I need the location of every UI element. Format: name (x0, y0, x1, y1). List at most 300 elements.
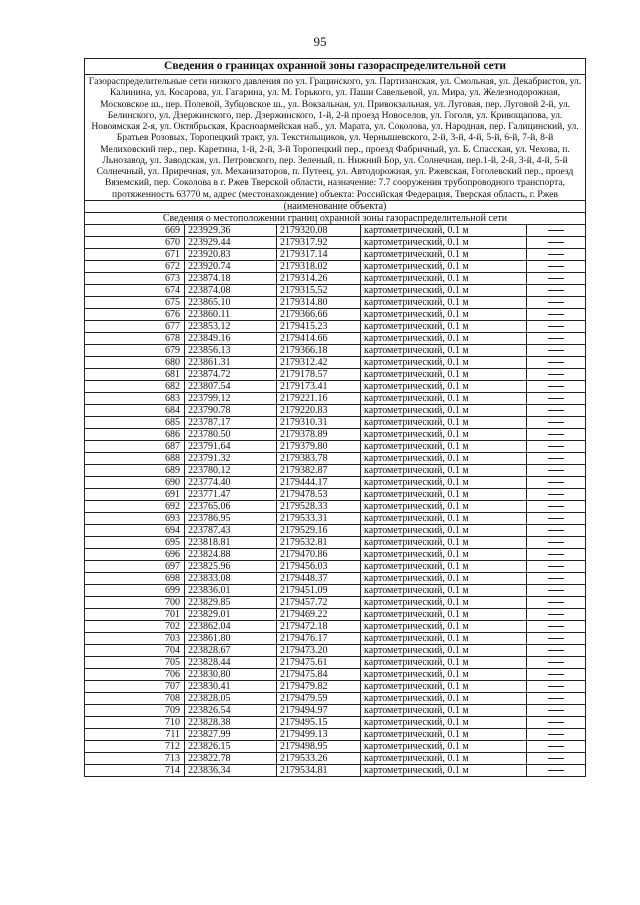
coord-x-cell: 223822.78 (185, 752, 277, 764)
boundary-table (84, 58, 586, 777)
table-row (85, 296, 586, 308)
dash-cell (527, 536, 586, 548)
point-number-cell: 695 (85, 536, 185, 548)
dash-icon (548, 686, 564, 687)
dash-icon (548, 602, 564, 603)
method-cell: картометрический, 0.1 м (361, 284, 527, 296)
coord-y-cell: 2179379.80 (277, 440, 361, 452)
dash-icon (548, 350, 564, 351)
point-number-cell: 714 (85, 764, 185, 776)
table-row (85, 320, 586, 332)
table-row (85, 500, 586, 512)
method-cell: картометрический, 0.1 м (361, 764, 527, 776)
coord-x-cell: 223780.50 (185, 428, 277, 440)
coord-x-cell: 223861.31 (185, 356, 277, 368)
object-caption: (наименование объекта) (85, 200, 586, 212)
coord-y-cell: 2179457.72 (277, 596, 361, 608)
table-row (85, 656, 586, 668)
coord-x-cell: 223853.12 (185, 320, 277, 332)
dash-cell (527, 440, 586, 452)
coord-y-cell: 2179456.03 (277, 560, 361, 572)
point-number-cell: 710 (85, 716, 185, 728)
method-cell: картометрический, 0.1 м (361, 272, 527, 284)
coord-y-cell: 2179312.42 (277, 356, 361, 368)
dash-cell (527, 680, 586, 692)
method-cell: картометрический, 0.1 м (361, 728, 527, 740)
table-row (85, 416, 586, 428)
dash-cell (527, 608, 586, 620)
caption-row (85, 200, 586, 212)
point-number-cell: 700 (85, 596, 185, 608)
point-number-cell: 682 (85, 380, 185, 392)
table-row (85, 488, 586, 500)
coord-y-cell: 2179317.92 (277, 236, 361, 248)
coord-x-cell: 223829.85 (185, 596, 277, 608)
dash-cell (527, 332, 586, 344)
dash-icon (548, 242, 564, 243)
coord-y-cell: 2179310.31 (277, 416, 361, 428)
dash-cell (527, 584, 586, 596)
table-row (85, 308, 586, 320)
table-row (85, 464, 586, 476)
dash-cell (527, 560, 586, 572)
table-row (85, 404, 586, 416)
coord-y-cell: 2179366.66 (277, 308, 361, 320)
table-row (85, 644, 586, 656)
dash-cell (527, 320, 586, 332)
coord-x-cell: 223826.15 (185, 740, 277, 752)
coord-y-cell: 2179533.31 (277, 512, 361, 524)
point-number-cell: 706 (85, 668, 185, 680)
method-cell: картометрический, 0.1 м (361, 236, 527, 248)
coord-x-cell: 223874.08 (185, 284, 277, 296)
dash-icon (548, 434, 564, 435)
coord-y-cell: 2179415.23 (277, 320, 361, 332)
point-number-cell: 676 (85, 308, 185, 320)
dash-icon (548, 710, 564, 711)
coord-y-cell: 2179533.26 (277, 752, 361, 764)
table-row (85, 572, 586, 584)
table-row (85, 704, 586, 716)
coord-x-cell: 223833.08 (185, 572, 277, 584)
point-number-cell: 684 (85, 404, 185, 416)
point-number-cell: 704 (85, 644, 185, 656)
coord-x-cell: 223920.83 (185, 248, 277, 260)
dash-cell (527, 344, 586, 356)
coord-y-cell: 2179382.87 (277, 464, 361, 476)
document-title: Сведения о границах охранной зоны газораспределительной сети (85, 59, 586, 75)
table-row (85, 728, 586, 740)
coord-y-cell: 2179478.53 (277, 488, 361, 500)
method-cell: картометрический, 0.1 м (361, 644, 527, 656)
coord-y-cell: 2179220.83 (277, 404, 361, 416)
coord-x-cell: 223874.72 (185, 368, 277, 380)
coord-x-cell: 223828.38 (185, 716, 277, 728)
description-row (85, 75, 586, 201)
method-cell: картометрический, 0.1 м (361, 572, 527, 584)
point-number-cell: 677 (85, 320, 185, 332)
dash-icon (548, 302, 564, 303)
coord-x-cell: 223807.54 (185, 380, 277, 392)
point-number-cell: 680 (85, 356, 185, 368)
coord-y-cell: 2179475.84 (277, 668, 361, 680)
title-row (85, 59, 586, 75)
coord-x-cell: 223860.11 (185, 308, 277, 320)
table-row (85, 560, 586, 572)
coord-x-cell: 223826.54 (185, 704, 277, 716)
dash-icon (548, 566, 564, 567)
table-row (85, 332, 586, 344)
method-cell: картометрический, 0.1 м (361, 440, 527, 452)
table-row (85, 356, 586, 368)
coord-y-cell: 2179469.22 (277, 608, 361, 620)
dash-icon (548, 386, 564, 387)
dash-icon (548, 698, 564, 699)
dash-icon (548, 662, 564, 663)
table-row (85, 284, 586, 296)
point-number-cell: 705 (85, 656, 185, 668)
dash-cell (527, 308, 586, 320)
dash-icon (548, 254, 564, 255)
table-row (85, 452, 586, 464)
table-row (85, 428, 586, 440)
dash-cell (527, 260, 586, 272)
dash-cell (527, 620, 586, 632)
coord-x-cell: 223787.43 (185, 524, 277, 536)
table-row (85, 368, 586, 380)
dash-icon (548, 506, 564, 507)
point-number-cell: 686 (85, 428, 185, 440)
coord-x-cell: 223824.88 (185, 548, 277, 560)
point-number-cell: 699 (85, 584, 185, 596)
dash-cell (527, 644, 586, 656)
dash-cell (527, 716, 586, 728)
point-number-cell: 709 (85, 704, 185, 716)
table-row (85, 392, 586, 404)
coord-x-cell: 223856.13 (185, 344, 277, 356)
method-cell: картометрический, 0.1 м (361, 248, 527, 260)
table-row (85, 632, 586, 644)
coord-y-cell: 2179315.52 (277, 284, 361, 296)
point-number-cell: 712 (85, 740, 185, 752)
dash-cell (527, 668, 586, 680)
point-number-cell: 692 (85, 500, 185, 512)
dash-cell (527, 524, 586, 536)
point-number-cell: 696 (85, 548, 185, 560)
method-cell: картометрический, 0.1 м (361, 260, 527, 272)
point-number-cell: 708 (85, 692, 185, 704)
dash-icon (548, 422, 564, 423)
coord-x-cell: 223828.67 (185, 644, 277, 656)
coord-y-cell: 2179221.16 (277, 392, 361, 404)
dash-icon (548, 674, 564, 675)
method-cell: картометрический, 0.1 м (361, 356, 527, 368)
method-cell: картометрический, 0.1 м (361, 536, 527, 548)
dash-icon (548, 542, 564, 543)
method-cell: картометрический, 0.1 м (361, 416, 527, 428)
table-row (85, 668, 586, 680)
point-number-cell: 707 (85, 680, 185, 692)
dash-icon (548, 746, 564, 747)
coord-y-cell: 2179314.26 (277, 272, 361, 284)
dash-icon (548, 554, 564, 555)
coord-y-cell: 2179534.81 (277, 764, 361, 776)
dash-cell (527, 692, 586, 704)
coord-x-cell: 223771.47 (185, 488, 277, 500)
coord-x-cell: 223829.01 (185, 608, 277, 620)
coord-x-cell: 223865.10 (185, 296, 277, 308)
method-cell: картометрический, 0.1 м (361, 524, 527, 536)
table-row (85, 224, 586, 236)
coord-x-cell: 223787.17 (185, 416, 277, 428)
table-row (85, 608, 586, 620)
method-cell: картометрический, 0.1 м (361, 452, 527, 464)
dash-cell (527, 248, 586, 260)
dash-cell (527, 656, 586, 668)
point-number-cell: 690 (85, 476, 185, 488)
point-number-cell: 685 (85, 416, 185, 428)
table-row (85, 248, 586, 260)
point-number-cell: 670 (85, 236, 185, 248)
coord-x-cell: 223828.05 (185, 692, 277, 704)
dash-cell (527, 380, 586, 392)
coord-y-cell: 2179314.80 (277, 296, 361, 308)
dash-cell (527, 488, 586, 500)
method-cell: картометрический, 0.1 м (361, 704, 527, 716)
coord-x-cell: 223861.80 (185, 632, 277, 644)
method-cell: картометрический, 0.1 м (361, 632, 527, 644)
dash-icon (548, 578, 564, 579)
dash-icon (548, 626, 564, 627)
dash-cell (527, 224, 586, 236)
table-row (85, 524, 586, 536)
point-number-cell: 711 (85, 728, 185, 740)
method-cell: картометрический, 0.1 м (361, 368, 527, 380)
dash-icon (548, 458, 564, 459)
dash-cell (527, 764, 586, 776)
method-cell: картометрический, 0.1 м (361, 428, 527, 440)
coord-x-cell: 223929.36 (185, 224, 277, 236)
section-row (85, 212, 586, 224)
table-row (85, 512, 586, 524)
dash-cell (527, 572, 586, 584)
dash-icon (548, 734, 564, 735)
dash-icon (548, 410, 564, 411)
page-number: 95 (313, 34, 327, 49)
dash-icon (548, 374, 564, 375)
method-cell: картометрический, 0.1 м (361, 548, 527, 560)
table-row (85, 620, 586, 632)
dash-cell (527, 752, 586, 764)
coord-y-cell: 2179383.78 (277, 452, 361, 464)
method-cell: картометрический, 0.1 м (361, 620, 527, 632)
dash-icon (548, 278, 564, 279)
coord-x-cell: 223830.41 (185, 680, 277, 692)
dash-icon (548, 230, 564, 231)
point-number-cell: 679 (85, 344, 185, 356)
point-number-cell: 702 (85, 620, 185, 632)
method-cell: картометрический, 0.1 м (361, 752, 527, 764)
dash-icon (548, 638, 564, 639)
point-number-cell: 678 (85, 332, 185, 344)
coord-x-cell: 223825.96 (185, 560, 277, 572)
point-number-cell: 698 (85, 572, 185, 584)
method-cell: картометрический, 0.1 м (361, 560, 527, 572)
coord-y-cell: 2179448.37 (277, 572, 361, 584)
coord-y-cell: 2179494.97 (277, 704, 361, 716)
method-cell: картометрический, 0.1 м (361, 740, 527, 752)
point-number-cell: 701 (85, 608, 185, 620)
dash-cell (527, 476, 586, 488)
table-row (85, 272, 586, 284)
dash-cell (527, 428, 586, 440)
method-cell: картометрический, 0.1 м (361, 380, 527, 392)
table-row (85, 716, 586, 728)
dash-icon (548, 722, 564, 723)
coord-y-cell: 2179472.18 (277, 620, 361, 632)
dash-icon (548, 518, 564, 519)
boundary-document (84, 58, 585, 777)
method-cell: картометрический, 0.1 м (361, 488, 527, 500)
point-number-cell: 672 (85, 260, 185, 272)
coord-y-cell: 2179498.95 (277, 740, 361, 752)
dash-cell (527, 296, 586, 308)
method-cell: картометрический, 0.1 м (361, 404, 527, 416)
dash-cell (527, 728, 586, 740)
table-row (85, 548, 586, 560)
dash-cell (527, 704, 586, 716)
dash-icon (548, 266, 564, 267)
table-row (85, 680, 586, 692)
coord-y-cell: 2179414.66 (277, 332, 361, 344)
table-row (85, 740, 586, 752)
point-number-cell: 673 (85, 272, 185, 284)
dash-cell (527, 404, 586, 416)
method-cell: картометрический, 0.1 м (361, 296, 527, 308)
coord-y-cell: 2179479.59 (277, 692, 361, 704)
coord-y-cell: 2179495.15 (277, 716, 361, 728)
table-row (85, 584, 586, 596)
dash-icon (548, 482, 564, 483)
coord-y-cell: 2179470.86 (277, 548, 361, 560)
point-number-cell: 683 (85, 392, 185, 404)
coord-x-cell: 223791.64 (185, 440, 277, 452)
dash-cell (527, 548, 586, 560)
point-number-cell: 693 (85, 512, 185, 524)
method-cell: картометрический, 0.1 м (361, 716, 527, 728)
table-row (85, 476, 586, 488)
point-number-cell: 669 (85, 224, 185, 236)
point-number-cell: 688 (85, 452, 185, 464)
coord-y-cell: 2179473.20 (277, 644, 361, 656)
table-row (85, 236, 586, 248)
method-cell: картометрический, 0.1 м (361, 512, 527, 524)
coord-x-cell: 223818.81 (185, 536, 277, 548)
dash-icon (548, 326, 564, 327)
coord-y-cell: 2179451.09 (277, 584, 361, 596)
method-cell: картометрический, 0.1 м (361, 476, 527, 488)
dash-icon (548, 758, 564, 759)
method-cell: картометрический, 0.1 м (361, 668, 527, 680)
table-row (85, 752, 586, 764)
dash-cell (527, 500, 586, 512)
coord-y-cell: 2179178.57 (277, 368, 361, 380)
coord-y-cell: 2179528.33 (277, 500, 361, 512)
coord-y-cell: 2179532.81 (277, 536, 361, 548)
coord-x-cell: 223920.74 (185, 260, 277, 272)
coord-x-cell: 223862.04 (185, 620, 277, 632)
method-cell: картометрический, 0.1 м (361, 320, 527, 332)
method-cell: картометрический, 0.1 м (361, 608, 527, 620)
coord-x-cell: 223830.80 (185, 668, 277, 680)
coord-y-cell: 2179475.61 (277, 656, 361, 668)
coord-x-cell: 223849.16 (185, 332, 277, 344)
coord-x-cell: 223790.78 (185, 404, 277, 416)
section-title: Сведения о местоположении границ охранной зоны газораспределительной сети (85, 212, 586, 224)
dash-icon (548, 290, 564, 291)
dash-cell (527, 464, 586, 476)
dash-icon (548, 614, 564, 615)
dash-cell (527, 368, 586, 380)
dash-icon (548, 494, 564, 495)
dash-cell (527, 740, 586, 752)
coord-y-cell: 2179317.14 (277, 248, 361, 260)
method-cell: картометрический, 0.1 м (361, 392, 527, 404)
method-cell: картометрический, 0.1 м (361, 692, 527, 704)
method-cell: картометрический, 0.1 м (361, 680, 527, 692)
point-number-cell: 691 (85, 488, 185, 500)
table-row (85, 380, 586, 392)
dash-cell (527, 392, 586, 404)
dash-icon (548, 770, 564, 771)
coord-y-cell: 2179320.08 (277, 224, 361, 236)
method-cell: картометрический, 0.1 м (361, 344, 527, 356)
coord-x-cell: 223836.01 (185, 584, 277, 596)
point-number-cell: 689 (85, 464, 185, 476)
coord-y-cell: 2179366.18 (277, 344, 361, 356)
coord-y-cell: 2179444.17 (277, 476, 361, 488)
coord-x-cell: 223799.12 (185, 392, 277, 404)
coord-x-cell: 223836.34 (185, 764, 277, 776)
dash-cell (527, 356, 586, 368)
coord-x-cell: 223827.99 (185, 728, 277, 740)
method-cell: картометрический, 0.1 м (361, 656, 527, 668)
dash-cell (527, 512, 586, 524)
method-cell: картометрический, 0.1 м (361, 584, 527, 596)
point-number-cell: 671 (85, 248, 185, 260)
table-row (85, 536, 586, 548)
method-cell: картометрический, 0.1 м (361, 224, 527, 236)
dash-icon (548, 362, 564, 363)
coord-x-cell: 223828.44 (185, 656, 277, 668)
table-row (85, 260, 586, 272)
coord-y-cell: 2179378.89 (277, 428, 361, 440)
method-cell: картометрический, 0.1 м (361, 464, 527, 476)
table-row (85, 692, 586, 704)
dash-icon (548, 530, 564, 531)
dash-cell (527, 272, 586, 284)
dash-icon (548, 446, 564, 447)
coord-x-cell: 223791.32 (185, 452, 277, 464)
point-number-cell: 674 (85, 284, 185, 296)
coord-y-cell: 2179479.82 (277, 680, 361, 692)
table-row (85, 344, 586, 356)
table-row (85, 440, 586, 452)
point-number-cell: 713 (85, 752, 185, 764)
dash-cell (527, 632, 586, 644)
point-number-cell: 681 (85, 368, 185, 380)
dash-icon (548, 470, 564, 471)
